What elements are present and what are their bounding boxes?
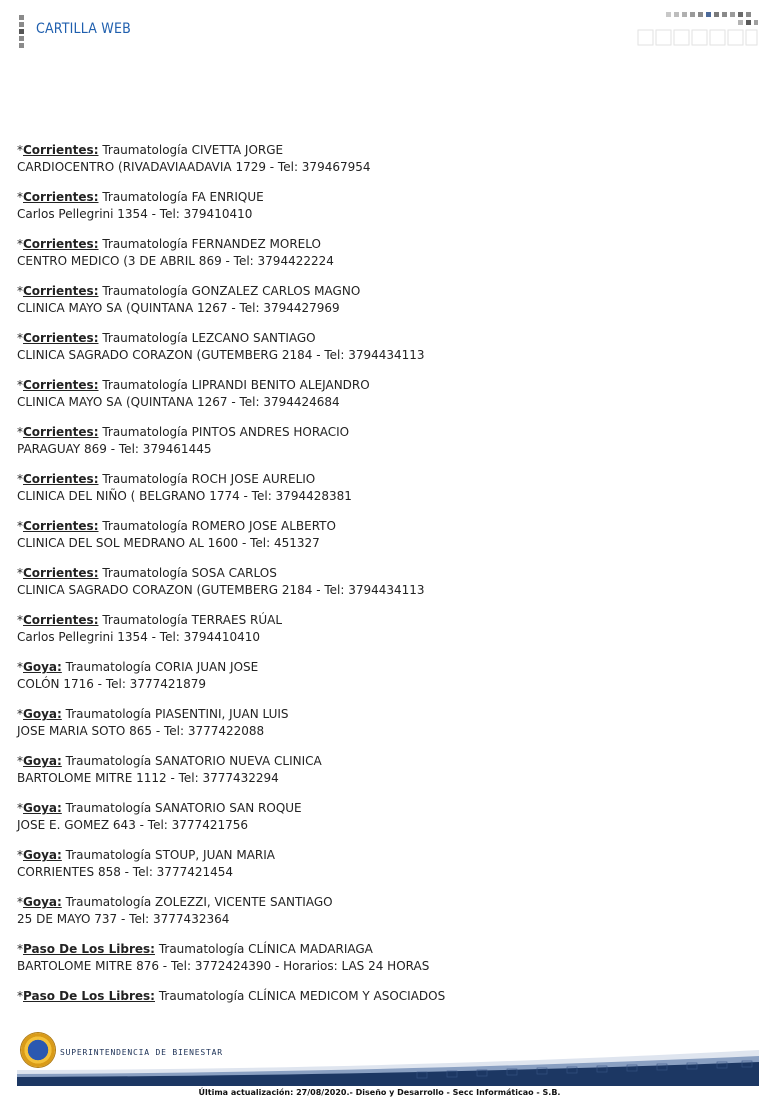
entry-location: Corrientes: (23, 472, 99, 486)
list-item (17, 565, 737, 599)
list-item (17, 800, 737, 834)
entry-location: Goya: (23, 754, 62, 768)
entry-specialty: Traumatología LEZCANO SANTIAGO (102, 331, 316, 345)
entry-heading: *Goya: Traumatología CORIA JUAN JOSE (17, 660, 259, 674)
entry-location: Goya: (23, 660, 62, 674)
entry-specialty: Traumatología ZOLEZZI, VICENTE SANTIAGO (65, 895, 333, 909)
entry-specialty: Traumatología LIPRANDI BENITO ALEJANDRO (102, 378, 370, 392)
entry-specialty: Traumatología CORIA JUAN JOSE (65, 660, 259, 674)
entry-heading: *Corrientes: Traumatología GONZALEZ CARLOS MAGNO (17, 284, 361, 298)
entry-heading: *Corrientes: Traumatología FERNANDEZ MORELO (17, 237, 321, 251)
entry-heading: *Goya: Traumatología SANATORIO SAN ROQUE (17, 801, 302, 815)
entry-address: CORRIENTES 858 - Tel: 3777421454 (17, 865, 234, 879)
entry-address: CLINICA SAGRADO CORAZON (GUTEMBERG 2184 - Tel: 3794434113 (17, 583, 425, 597)
header-grid-decoration-icon (636, 12, 758, 48)
list-item (17, 518, 737, 552)
entry-address: Carlos Pellegrini 1354 - Tel: 379410410 (17, 207, 253, 221)
entry-specialty: Traumatología CLÍNICA MEDICOM Y ASOCIADOS (158, 989, 446, 1003)
entry-specialty: Traumatología TERRAES RÚAL (102, 613, 283, 627)
list-item (17, 142, 737, 176)
entry-location: Corrientes: (23, 566, 99, 580)
header-bar-icon (19, 15, 24, 47)
entry-location: Corrientes: (23, 425, 99, 439)
list-item (17, 377, 737, 411)
list-item (17, 471, 737, 505)
list-item (17, 894, 737, 928)
entry-heading: *Corrientes: Traumatología LEZCANO SANTIAGO (17, 331, 316, 345)
entry-location: Corrientes: (23, 519, 99, 533)
entry-specialty: Traumatología ROCH JOSE AURELIO (102, 472, 316, 486)
entry-specialty: Traumatología ROMERO JOSE ALBERTO (102, 519, 336, 533)
entry-address: BARTOLOME MITRE 1112 - Tel: 3777432294 (17, 771, 279, 785)
entry-location: Goya: (23, 848, 62, 862)
entry-heading: *Corrientes: Traumatología ROCH JOSE AURELIO (17, 472, 316, 486)
list-item (17, 659, 737, 693)
entry-specialty: Traumatología PIASENTINI, JUAN LUIS (65, 707, 289, 721)
entry-address: CLINICA MAYO SA (QUINTANA 1267 - Tel: 3794427969 (17, 301, 340, 315)
entry-address: 25 DE MAYO 737 - Tel: 3777432364 (17, 912, 230, 926)
entry-specialty: Traumatología SANATORIO SAN ROQUE (65, 801, 302, 815)
entry-heading: *Goya: Traumatología PIASENTINI, JUAN LUIS (17, 707, 289, 721)
entry-specialty: Traumatología SOSA CARLOS (102, 566, 277, 580)
footer-band (17, 1040, 759, 1086)
entry-specialty: Traumatología FA ENRIQUE (102, 190, 264, 204)
entry-address: JOSE E. GOMEZ 643 - Tel: 3777421756 (17, 818, 248, 832)
header-title: CARTILLA WEB (36, 21, 131, 37)
entry-address: CENTRO MEDICO (3 DE ABRIL 869 - Tel: 3794422224 (17, 254, 334, 268)
entry-heading: *Corrientes: Traumatología TERRAES RÚAL (17, 613, 283, 627)
entry-heading: *Corrientes: Traumatología PINTOS ANDRES HORACIO (17, 425, 350, 439)
entry-location: Corrientes: (23, 237, 99, 251)
entry-address: COLÓN 1716 - Tel: 3777421879 (17, 677, 207, 691)
entry-location: Corrientes: (23, 331, 99, 345)
entry-specialty: Traumatología CLÍNICA MADARIAGA (158, 942, 373, 956)
entry-specialty: Traumatología CIVETTA JORGE (102, 143, 284, 157)
page-footer (0, 1028, 759, 1101)
entry-location: Corrientes: (23, 190, 99, 204)
entry-location: Corrientes: (23, 613, 99, 627)
entry-heading: *Corrientes: Traumatología CIVETTA JORGE (17, 143, 284, 157)
list-item (17, 847, 737, 881)
list-item (17, 283, 737, 317)
entry-address: PARAGUAY 869 - Tel: 379461445 (17, 442, 212, 456)
entry-address: JOSE MARIA SOTO 865 - Tel: 3777422088 (17, 724, 265, 738)
entry-heading: *Corrientes: Traumatología FA ENRIQUE (17, 190, 264, 204)
entry-location: Paso De Los Libres: (23, 942, 155, 956)
entry-heading: *Paso De Los Libres: Traumatología CLÍNICA MADARIAGA (17, 942, 373, 956)
entry-location: Goya: (23, 801, 62, 815)
list-item (17, 236, 737, 270)
entry-heading: *Corrientes: Traumatología ROMERO JOSE ALBERTO (17, 519, 336, 533)
entry-specialty: Traumatología FERNANDEZ MORELO (102, 237, 321, 251)
list-item (17, 612, 737, 646)
entry-address: CLINICA SAGRADO CORAZON (GUTEMBERG 2184 - Tel: 3794434113 (17, 348, 425, 362)
entry-address: CLINICA MAYO SA (QUINTANA 1267 - Tel: 3794424684 (17, 395, 340, 409)
entry-address: CLINICA DEL SOL MEDRANO AL 1600 - Tel: 451327 (17, 536, 320, 550)
entry-heading: *Goya: Traumatología SANATORIO NUEVA CLINICA (17, 754, 322, 768)
list-item (17, 753, 737, 787)
entry-heading: *Corrientes: Traumatología LIPRANDI BENITO ALEJANDRO (17, 378, 370, 392)
list-item (17, 988, 737, 1005)
entry-heading: *Goya: Traumatología STOUP, JUAN MARIA (17, 848, 275, 862)
entry-heading: *Goya: Traumatología ZOLEZZI, VICENTE SANTIAGO (17, 895, 333, 909)
list-item (17, 189, 737, 223)
list-item (17, 330, 737, 364)
list-item (17, 941, 737, 975)
entry-location: Goya: (23, 707, 62, 721)
provider-list (17, 142, 737, 1018)
entry-specialty: Traumatología STOUP, JUAN MARIA (65, 848, 275, 862)
organization-seal-icon (21, 1033, 55, 1067)
entry-location: Goya: (23, 895, 62, 909)
entry-address: CLINICA DEL NIÑO ( BELGRANO 1774 - Tel: 3794428381 (17, 489, 352, 503)
entry-specialty: Traumatología GONZALEZ CARLOS MAGNO (102, 284, 361, 298)
footer-note: Última actualización: 27/08/2020.- Diseño y Desarrollo - Secc Informáticao - S.B. (198, 1088, 561, 1097)
footer-organization: SUPERINTENDENCIA DE BIENESTAR (60, 1048, 223, 1057)
entry-specialty: Traumatología SANATORIO NUEVA CLINICA (65, 754, 322, 768)
page-header (0, 0, 759, 60)
entry-address: BARTOLOME MITRE 876 - Tel: 3772424390 - Horarios: LAS 24 HORAS (17, 959, 430, 973)
entry-location: Paso De Los Libres: (23, 989, 155, 1003)
list-item (17, 706, 737, 740)
entry-heading: *Paso De Los Libres: Traumatología CLÍNICA MEDICOM Y ASOCIADOS (17, 989, 446, 1003)
entry-location: Corrientes: (23, 143, 99, 157)
entry-address: CARDIOCENTRO (RIVADAVIAADAVIA 1729 - Tel: 379467954 (17, 160, 371, 174)
list-item (17, 424, 737, 458)
entry-location: Corrientes: (23, 378, 99, 392)
entry-heading: *Corrientes: Traumatología SOSA CARLOS (17, 566, 277, 580)
entry-specialty: Traumatología PINTOS ANDRES HORACIO (102, 425, 350, 439)
entry-address: Carlos Pellegrini 1354 - Tel: 3794410410 (17, 630, 260, 644)
entry-location: Corrientes: (23, 284, 99, 298)
